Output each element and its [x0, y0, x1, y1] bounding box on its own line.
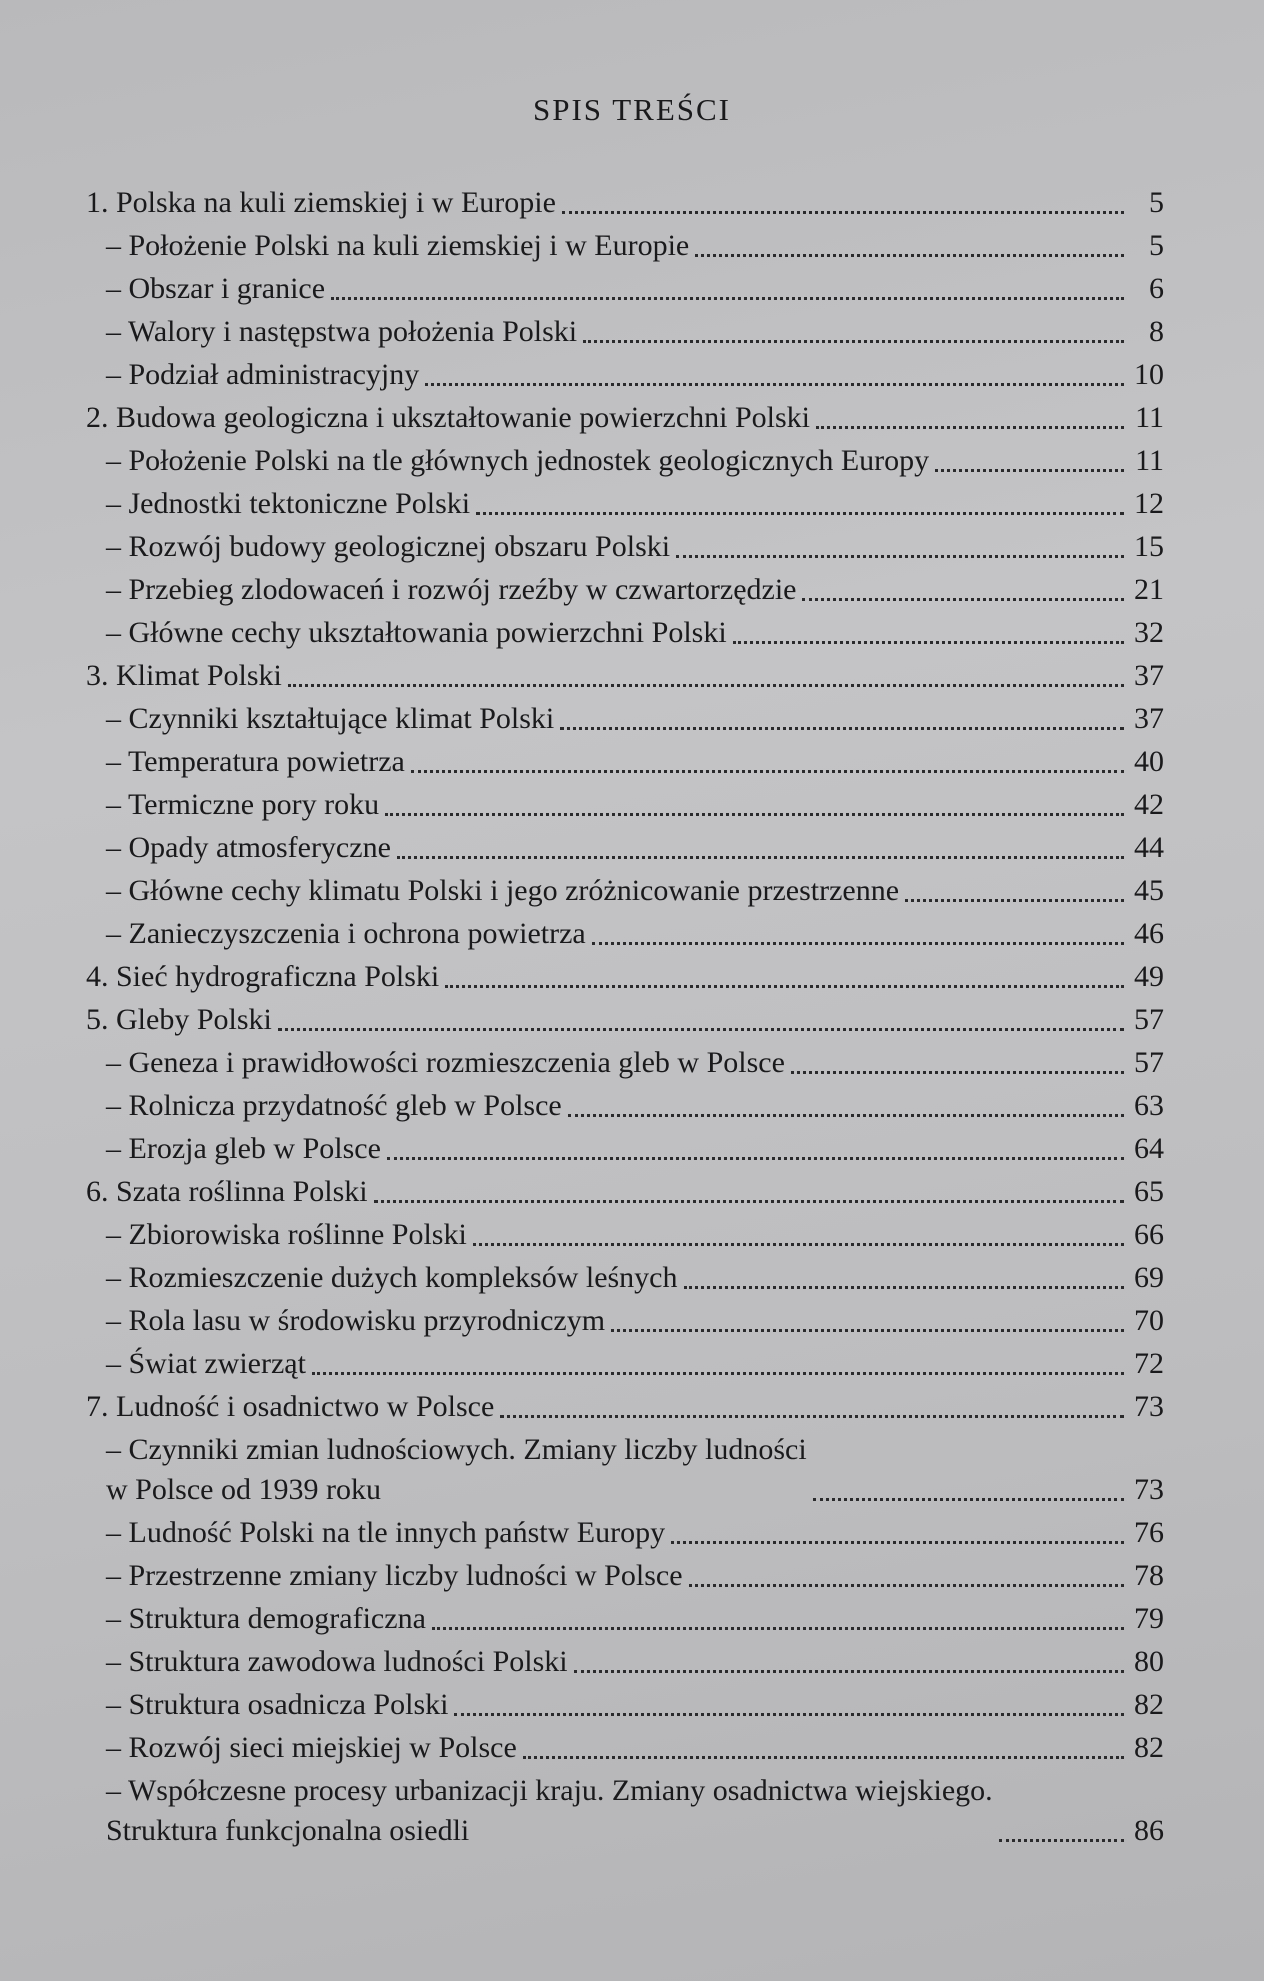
- toc-entry-title: 2. Budowa geologiczna i ukształtowanie powierzchni Polski: [86, 401, 810, 434]
- toc-subentry: [86, 911, 1164, 954]
- toc-entry-title: – Główne cechy ukształtowania powierzchni Polski: [106, 616, 727, 649]
- dot-leader: [611, 1329, 1124, 1332]
- toc-page-number: 64: [1134, 1132, 1164, 1165]
- dot-leader: [454, 1713, 1124, 1716]
- dot-leader: [560, 727, 1124, 730]
- toc-chapter: [86, 395, 1164, 438]
- toc-subentry: [86, 223, 1164, 266]
- toc-entry-title: – Termiczne pory roku: [106, 788, 380, 821]
- toc-page-number: 10: [1134, 358, 1164, 391]
- dot-leader: [816, 426, 1124, 429]
- dot-leader: [385, 813, 1124, 816]
- toc-page-number: 12: [1134, 487, 1164, 520]
- toc-chapter: [86, 997, 1164, 1040]
- dot-leader: [331, 297, 1124, 300]
- dot-leader: [476, 512, 1124, 515]
- toc-entry-title: – Współczesne procesy urbanizacji kraju. Zmiany osadnictwa wiejskiego. Struktura funkcjonalna osiedli: [106, 1774, 993, 1847]
- toc-entry-title: – Obszar i granice: [106, 272, 326, 305]
- toc-page-number: 46: [1134, 917, 1164, 950]
- toc-page-number: 11: [1135, 444, 1164, 477]
- dot-leader: [592, 942, 1124, 945]
- toc-entry-title: – Przebieg zlodowaceń i rozwój rzeźby w czwartorzędzie: [106, 573, 797, 606]
- dot-leader: [935, 469, 1124, 472]
- toc-entry-title: 1. Polska na kuli ziemskiej i w Europie: [86, 186, 556, 219]
- toc-page-number: 8: [1149, 315, 1164, 348]
- toc-subentry: [86, 567, 1164, 610]
- toc-entry-title: – Świat zwierząt: [106, 1347, 306, 1380]
- toc-subentry: [86, 1083, 1164, 1126]
- toc-entry-title: – Rozmieszczenie dużych kompleksów leśnych: [106, 1261, 678, 1294]
- toc-chapter: [86, 1384, 1164, 1427]
- toc-entry-title: – Ludność Polski na tle innych państw Europy: [106, 1516, 666, 1549]
- toc-chapter: [86, 653, 1164, 696]
- toc-chapter: [86, 1169, 1164, 1212]
- toc-page-number: 5: [1149, 229, 1164, 262]
- toc-page-number: 70: [1134, 1304, 1164, 1337]
- dot-leader: [523, 1756, 1124, 1759]
- dot-leader: [689, 1584, 1124, 1587]
- toc-page-number: 80: [1134, 1645, 1164, 1678]
- toc-page-number: 40: [1134, 745, 1164, 778]
- dot-leader: [445, 985, 1124, 988]
- toc-page-number: 82: [1134, 1688, 1164, 1721]
- toc-entry-title: – Rozwój budowy geologicznej obszaru Polski: [106, 530, 671, 563]
- dot-leader: [411, 770, 1124, 773]
- toc-subentry: [86, 1510, 1164, 1553]
- toc-subentry: [86, 1768, 1164, 1851]
- toc-subentry: [86, 696, 1164, 739]
- toc-entry-title: – Opady atmosferyczne: [106, 831, 391, 864]
- toc-entry-title: 4. Sieć hydrograficzna Polski: [86, 960, 440, 993]
- dot-leader: [695, 254, 1124, 257]
- toc-page-number: 11: [1135, 401, 1164, 434]
- dot-leader: [562, 211, 1124, 214]
- toc-page-number: 82: [1134, 1731, 1164, 1764]
- toc-page-number: 6: [1149, 272, 1164, 305]
- page-title: SPIS TREŚCI: [532, 92, 732, 127]
- toc-subentry: [86, 868, 1164, 911]
- toc-page-number: 42: [1134, 788, 1164, 821]
- toc-page-number: 57: [1134, 1046, 1164, 1079]
- toc-subentry: [86, 1596, 1164, 1639]
- toc-entry-title: – Rolnicza przydatność gleb w Polsce: [106, 1089, 562, 1122]
- dot-leader: [500, 1415, 1124, 1418]
- toc-entry-title: – Temperatura powietrza: [106, 745, 405, 778]
- dot-leader: [574, 1670, 1124, 1673]
- toc-page-number: 21: [1134, 573, 1164, 606]
- dot-leader: [473, 1243, 1124, 1246]
- toc-entry-title: – Zbiorowiska roślinne Polski: [106, 1218, 467, 1251]
- toc-page-number: 32: [1134, 616, 1164, 649]
- dot-leader: [568, 1114, 1124, 1117]
- dot-leader: [432, 1627, 1124, 1630]
- toc-page-number: 44: [1134, 831, 1164, 864]
- toc-page-number: 86: [1134, 1814, 1164, 1847]
- toc-entry-title: – Położenie Polski na kuli ziemskiej i w Europie: [106, 229, 690, 262]
- dot-leader: [583, 340, 1124, 343]
- dot-leader: [733, 641, 1124, 644]
- toc-entry-title: – Główne cechy klimatu Polski i jego zróżnicowanie przestrzenne: [106, 874, 900, 907]
- toc-entry-title: 7. Ludność i osadnictwo w Polsce: [86, 1390, 495, 1423]
- toc-entry-title: – Walory i następstwa położenia Polski: [106, 315, 578, 348]
- toc-entry-title: – Przestrzenne zmiany liczby ludności w Polsce: [106, 1559, 683, 1592]
- toc-entry-title: – Geneza i prawidłowości rozmieszczenia gleb w Polsce: [106, 1046, 785, 1079]
- dot-leader: [676, 555, 1124, 558]
- dot-leader: [374, 1200, 1124, 1203]
- toc-subentry: [86, 1212, 1164, 1255]
- toc-page-number: 57: [1134, 1003, 1164, 1036]
- toc-page-number: 66: [1134, 1218, 1164, 1251]
- dot-leader: [802, 598, 1124, 601]
- toc-subentry: [86, 1553, 1164, 1596]
- toc-page-number: 76: [1134, 1516, 1164, 1549]
- toc-page-number: 37: [1134, 659, 1164, 692]
- dot-leader: [387, 1157, 1124, 1160]
- toc-subentry: [86, 1126, 1164, 1169]
- toc-page-number: 65: [1134, 1175, 1164, 1208]
- toc-entry-title: – Struktura osadnicza Polski: [106, 1688, 449, 1721]
- toc-entry-title: – Struktura zawodowa ludności Polski: [106, 1645, 568, 1678]
- dot-leader: [397, 856, 1124, 859]
- dot-leader: [684, 1286, 1125, 1289]
- table-of-contents: [86, 180, 1164, 1851]
- toc-page-number: 78: [1134, 1559, 1164, 1592]
- toc-subentry: [86, 1725, 1164, 1768]
- toc-page-number: 15: [1134, 530, 1164, 563]
- toc-subentry: [86, 1341, 1164, 1384]
- dot-leader: [999, 1839, 1124, 1842]
- toc-page-number: 5: [1149, 186, 1164, 219]
- toc-entry-title: – Rola lasu w środowisku przyrodniczym: [106, 1304, 606, 1337]
- toc-subentry: [86, 309, 1164, 352]
- toc-entry-title: – Czynniki kształtujące klimat Polski: [106, 702, 555, 735]
- toc-subentry: [86, 610, 1164, 653]
- toc-page-number: 73: [1134, 1390, 1164, 1423]
- toc-subentry: [86, 438, 1164, 481]
- toc-chapter: [86, 180, 1164, 223]
- toc-entry-title: – Położenie Polski na tle głównych jednostek geologicznych Europy: [106, 444, 930, 477]
- toc-page-number: 73: [1134, 1473, 1164, 1506]
- toc-page-number: 72: [1134, 1347, 1164, 1380]
- toc-entry-title: 3. Klimat Polski: [86, 659, 282, 692]
- toc-entry-title: – Rozwój sieci miejskiej w Polsce: [106, 1731, 517, 1764]
- toc-entry-title: – Zanieczyszczenia i ochrona powietrza: [106, 917, 586, 950]
- toc-subentry: [86, 1040, 1164, 1083]
- toc-page-number: 79: [1134, 1602, 1164, 1635]
- toc-subentry: [86, 825, 1164, 868]
- toc-entry-title: – Erozja gleb w Polsce: [106, 1132, 381, 1165]
- toc-page-number: 49: [1134, 960, 1164, 993]
- dot-leader: [813, 1498, 1124, 1501]
- toc-entry-title: – Struktura demograficzna: [106, 1602, 426, 1635]
- toc-page-number: 45: [1134, 874, 1164, 907]
- toc-entry-title: – Podział administracyjny: [106, 358, 420, 391]
- toc-page-number: 37: [1134, 702, 1164, 735]
- dot-leader: [671, 1541, 1124, 1544]
- toc-entry-title: 5. Gleby Polski: [86, 1003, 272, 1036]
- toc-entry-title: 6. Szata roślinna Polski: [86, 1175, 368, 1208]
- dot-leader: [312, 1372, 1124, 1375]
- toc-entry-title: – Czynniki zmian ludnościowych. Zmiany liczby ludności w Polsce od 1939 roku: [106, 1433, 807, 1506]
- dot-leader: [288, 684, 1124, 687]
- toc-page-number: 63: [1134, 1089, 1164, 1122]
- toc-subentry: [86, 1639, 1164, 1682]
- toc-subentry: [86, 352, 1164, 395]
- toc-page-number: 69: [1134, 1261, 1164, 1294]
- toc-subentry: [86, 782, 1164, 825]
- toc-subentry: [86, 1427, 1164, 1510]
- toc-entry-title: – Jednostki tektoniczne Polski: [106, 487, 471, 520]
- toc-subentry: [86, 1255, 1164, 1298]
- toc-subentry: [86, 524, 1164, 567]
- dot-leader: [905, 899, 1124, 902]
- toc-subentry: [86, 1682, 1164, 1725]
- toc-subentry: [86, 1298, 1164, 1341]
- toc-subentry: [86, 266, 1164, 309]
- toc-subentry: [86, 481, 1164, 524]
- dot-leader: [791, 1071, 1124, 1074]
- dot-leader: [278, 1028, 1124, 1031]
- toc-subentry: [86, 739, 1164, 782]
- toc-chapter: [86, 954, 1164, 997]
- dot-leader: [425, 383, 1124, 386]
